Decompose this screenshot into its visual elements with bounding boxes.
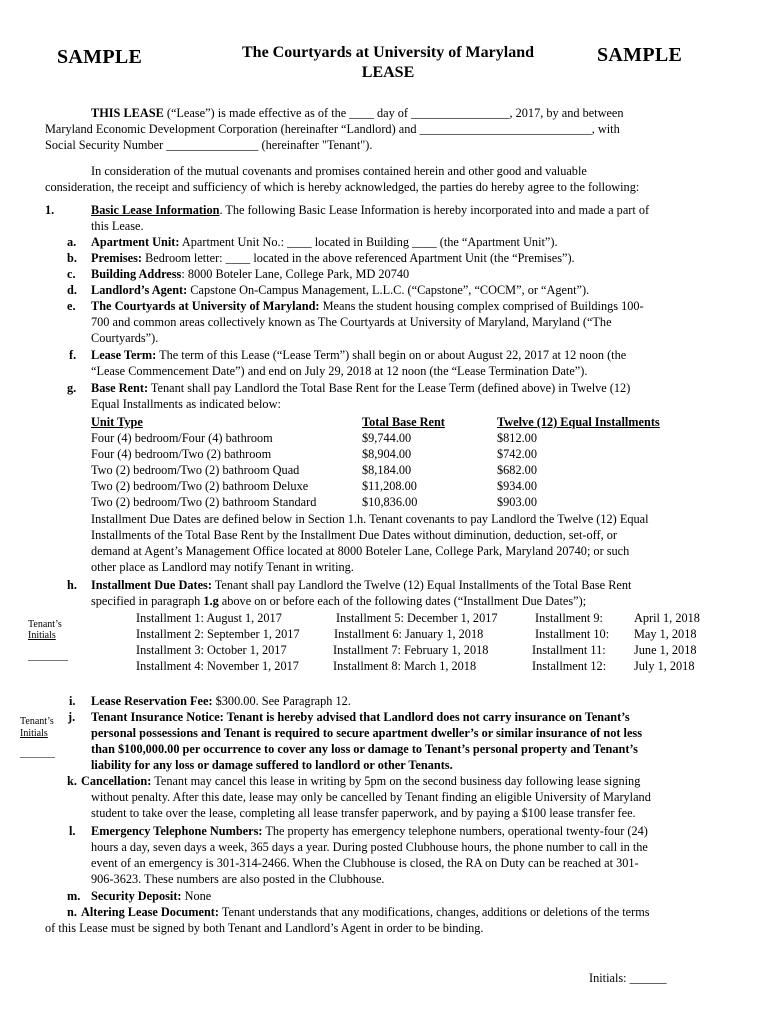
item-emergency-numbers: Emergency Telephone Numbers: The property has emergency telephone numbers, operational twenty-four (24) [91, 824, 648, 838]
installment-para-line-3: demand at Agent’s Management Office located at 8000 Boteler Lane, College Park, Maryland 20740; or such [91, 544, 630, 558]
list-item: Installment 9: [535, 611, 603, 625]
margin-initials-line-2[interactable]: _______ [20, 748, 55, 759]
margin-initials-label-1: Initials [28, 630, 56, 641]
item-l-letter: l. [69, 824, 76, 838]
item-i-letter: i. [69, 694, 76, 708]
item-lease-term: Lease Term: The term of this Lease (“Lease Term”) shall begin on or about August 22, 2017 at 12 noon (the [91, 348, 627, 362]
installment-para-line-2: Installments of the Total Base Rent by the Installment Due Dates without diminution, deduction, set-off, or [91, 528, 617, 542]
item-security-deposit: Security Deposit: None [91, 889, 212, 903]
item-insurance-notice-line-2: personal possessions and Tenant is required to secure apartment dweller’s or similar insurance of not less [91, 726, 642, 740]
document-subtitle: LEASE [361, 64, 415, 81]
item-building-address: Building Address: 8000 Boteler Lane, College Park, MD 20740 [91, 267, 410, 281]
intro-line-2: Maryland Economic Development Corporation (hereinafter “Landlord) and ____________________________, with [45, 122, 620, 136]
document-title: The Courtyards at University of Maryland [242, 44, 534, 61]
item-cancellation-line-3: student to take over the lease, completing all lease transfer paperwork, and by paying a $100 lease transfer fee. [91, 806, 636, 820]
item-e-letter: e. [67, 299, 76, 313]
item-cancellation: Cancellation: Tenant may cancel this lease in writing by 5pm on the second business day following lease signing [81, 774, 641, 788]
list-item: May 1, 2018 [634, 627, 697, 641]
table-cell: $8,184.00 [362, 463, 412, 477]
intro-line-1: THIS LEASE (“Lease”) is made effective as of the ____ day of ________________, 2017, by and between [91, 106, 624, 120]
rent-table-header-installments: Twelve (12) Equal Installments [497, 415, 660, 429]
section-heading-line-2: this Lease. [91, 219, 144, 233]
consideration-line-1: In consideration of the mutual covenants and promises contained herein and other good and valuable [91, 164, 587, 178]
item-courtyards-line-3: Courtyards”). [91, 331, 159, 345]
item-emergency-numbers-line-4: 906-3623. These numbers are also posted in the Clubhouse. [91, 872, 385, 886]
table-cell: $682.00 [497, 463, 537, 477]
item-courtyards-line-2: 700 and common areas collectively known as The Courtyards at University of Maryland, Maryland (“The [91, 315, 612, 329]
item-installment-due-dates-line-2: specified in paragraph 1.g above on or before each of the following dates (“Installment Due Dates”); [91, 594, 587, 608]
item-courtyards: The Courtyards at University of Maryland: Means the student housing complex comprised of Buildings 100- [91, 299, 644, 313]
table-cell: $10,836.00 [362, 495, 418, 509]
list-item: Installment 6: January 1, 2018 [334, 627, 484, 641]
list-item: Installment 2: September 1, 2017 [136, 627, 300, 641]
section-number: 1. [45, 203, 55, 217]
item-emergency-numbers-line-2: hours a day, seven days a week, 365 days a year. During posted Clubhouse hours, the phone number to call in the [91, 840, 648, 854]
item-h-letter: h. [67, 578, 77, 592]
rent-table-header-total: Total Base Rent [362, 415, 445, 429]
sample-watermark-left: SAMPLE [57, 46, 143, 68]
list-item: June 1, 2018 [634, 643, 697, 657]
item-altering-lease: Altering Lease Document: Tenant understands that any modifications, changes, additions or deletions of the terms [81, 905, 650, 919]
item-d-letter: d. [67, 283, 77, 297]
list-item: July 1, 2018 [634, 659, 695, 673]
table-cell: Two (2) bedroom/Two (2) bathroom Standard [91, 495, 317, 509]
item-reservation-fee: Lease Reservation Fee: $300.00. See Paragraph 12. [91, 694, 351, 708]
item-insurance-notice: Tenant Insurance Notice: Tenant is hereby advised that Landlord does not carry insurance on Tenant’s [91, 710, 630, 724]
table-cell: Two (2) bedroom/Two (2) bathroom Deluxe [91, 479, 309, 493]
list-item: Installment 7: February 1, 2018 [333, 643, 489, 657]
table-cell: $812.00 [497, 431, 537, 445]
table-cell: $742.00 [497, 447, 537, 461]
table-cell: Four (4) bedroom/Four (4) bathroom [91, 431, 273, 445]
table-cell: Four (4) bedroom/Two (2) bathroom [91, 447, 272, 461]
list-item: Installment 1: August 1, 2017 [136, 611, 282, 625]
margin-initials-line-1[interactable]: ________ [28, 651, 68, 662]
item-c-letter: c. [67, 267, 76, 281]
list-item: Installment 8: March 1, 2018 [333, 659, 477, 673]
item-m-letter: m. [67, 889, 81, 903]
item-altering-lease-line-2: of this Lease must be signed by both Tenant and Landlord’s Agent in order to be binding. [45, 921, 484, 935]
list-item: Installment 11: [532, 643, 606, 657]
list-item: April 1, 2018 [634, 611, 700, 625]
item-apartment-unit: Apartment Unit: Apartment Unit No.: ____ located in Building ____ (the “Apartment Unit”). [91, 235, 558, 249]
table-cell: Two (2) bedroom/Two (2) bathroom Quad [91, 463, 300, 477]
table-cell: $8,904.00 [362, 447, 412, 461]
list-item: Installment 3: October 1, 2017 [136, 643, 287, 657]
sample-watermark-right: SAMPLE [597, 44, 683, 66]
item-k-letter: k. [67, 774, 77, 788]
installment-para-line-1: Installment Due Dates are defined below in Section 1.h. Tenant covenants to pay Landlord the Twelve (12) Equal [91, 512, 649, 526]
margin-initials-label-2: Initials [20, 728, 48, 739]
list-item: Installment 12: [532, 659, 607, 673]
item-insurance-notice-line-3: than $100,000.00 per occurrence to cover any loss or damage to Tenant’s personal property and Tenant’s [91, 742, 638, 756]
item-f-letter: f. [69, 348, 77, 362]
margin-tenants-label-1: Tenant’s [28, 619, 62, 630]
consideration-line-2: consideration, the receipt and sufficiency of which is hereby acknowledged, the parties do hereby agree to the following: [45, 180, 640, 194]
margin-tenants-label-2: Tenant’s [20, 716, 54, 727]
intro-line-3: Social Security Number _______________ (hereinafter "Tenant"). [45, 138, 373, 152]
list-item: Installment 5: December 1, 2017 [336, 611, 498, 625]
item-emergency-numbers-line-3: event of an emergency is 301-314-2466. When the Clubhouse is closed, the RA on Duty can be reached at 301- [91, 856, 639, 870]
rent-table-header-unit-type: Unit Type [91, 415, 143, 429]
item-a-letter: a. [67, 235, 77, 249]
item-b-letter: b. [67, 251, 77, 265]
table-cell: $11,208.00 [362, 479, 417, 493]
item-installment-due-dates: Installment Due Dates: Tenant shall pay Landlord the Twelve (12) Equal Installments of the Total Base Rent [91, 578, 632, 592]
section-heading: Basic Lease Information. The following Basic Lease Information is hereby incorporated into and made a part of [91, 203, 650, 217]
item-insurance-notice-line-4: liability for any loss or damage suffered to landlord or other Tenants. [91, 758, 453, 772]
list-item: Installment 10: [535, 627, 610, 641]
table-cell: $9,744.00 [362, 431, 412, 445]
installment-para-line-4: other place as Landlord may notify Tenant in writing. [91, 560, 354, 574]
item-j-letter: j. [68, 710, 76, 724]
footer-initials[interactable]: Initials: ______ [589, 971, 667, 985]
item-base-rent-line-2: Equal Installments as indicated below: [91, 397, 281, 411]
item-cancellation-line-2: without penalty. After this date, lease may only be cancelled by Tenant finding an eligible University of Maryland [91, 790, 651, 804]
item-n-letter: n. [67, 905, 77, 919]
item-base-rent: Base Rent: Tenant shall pay Landlord the Total Base Rent for the Lease Term (defined above) in Twelve (12) [91, 381, 631, 395]
item-g-letter: g. [67, 381, 77, 395]
item-lease-term-line-2: “Lease Commencement Date”) and end on July 29, 2018 at 12 noon (the “Lease Termination Date”). [91, 364, 588, 378]
list-item: Installment 4: November 1, 2017 [136, 659, 299, 673]
table-cell: $934.00 [497, 479, 537, 493]
table-cell: $903.00 [497, 495, 537, 509]
item-landlords-agent: Landlord’s Agent: Capstone On-Campus Management, L.L.C. (“Capstone”, “COCM”, or “Agent”). [91, 283, 590, 297]
item-premises: Premises: Bedroom letter: ____ located in the above referenced Apartment Unit (the “Premises”). [91, 251, 575, 265]
